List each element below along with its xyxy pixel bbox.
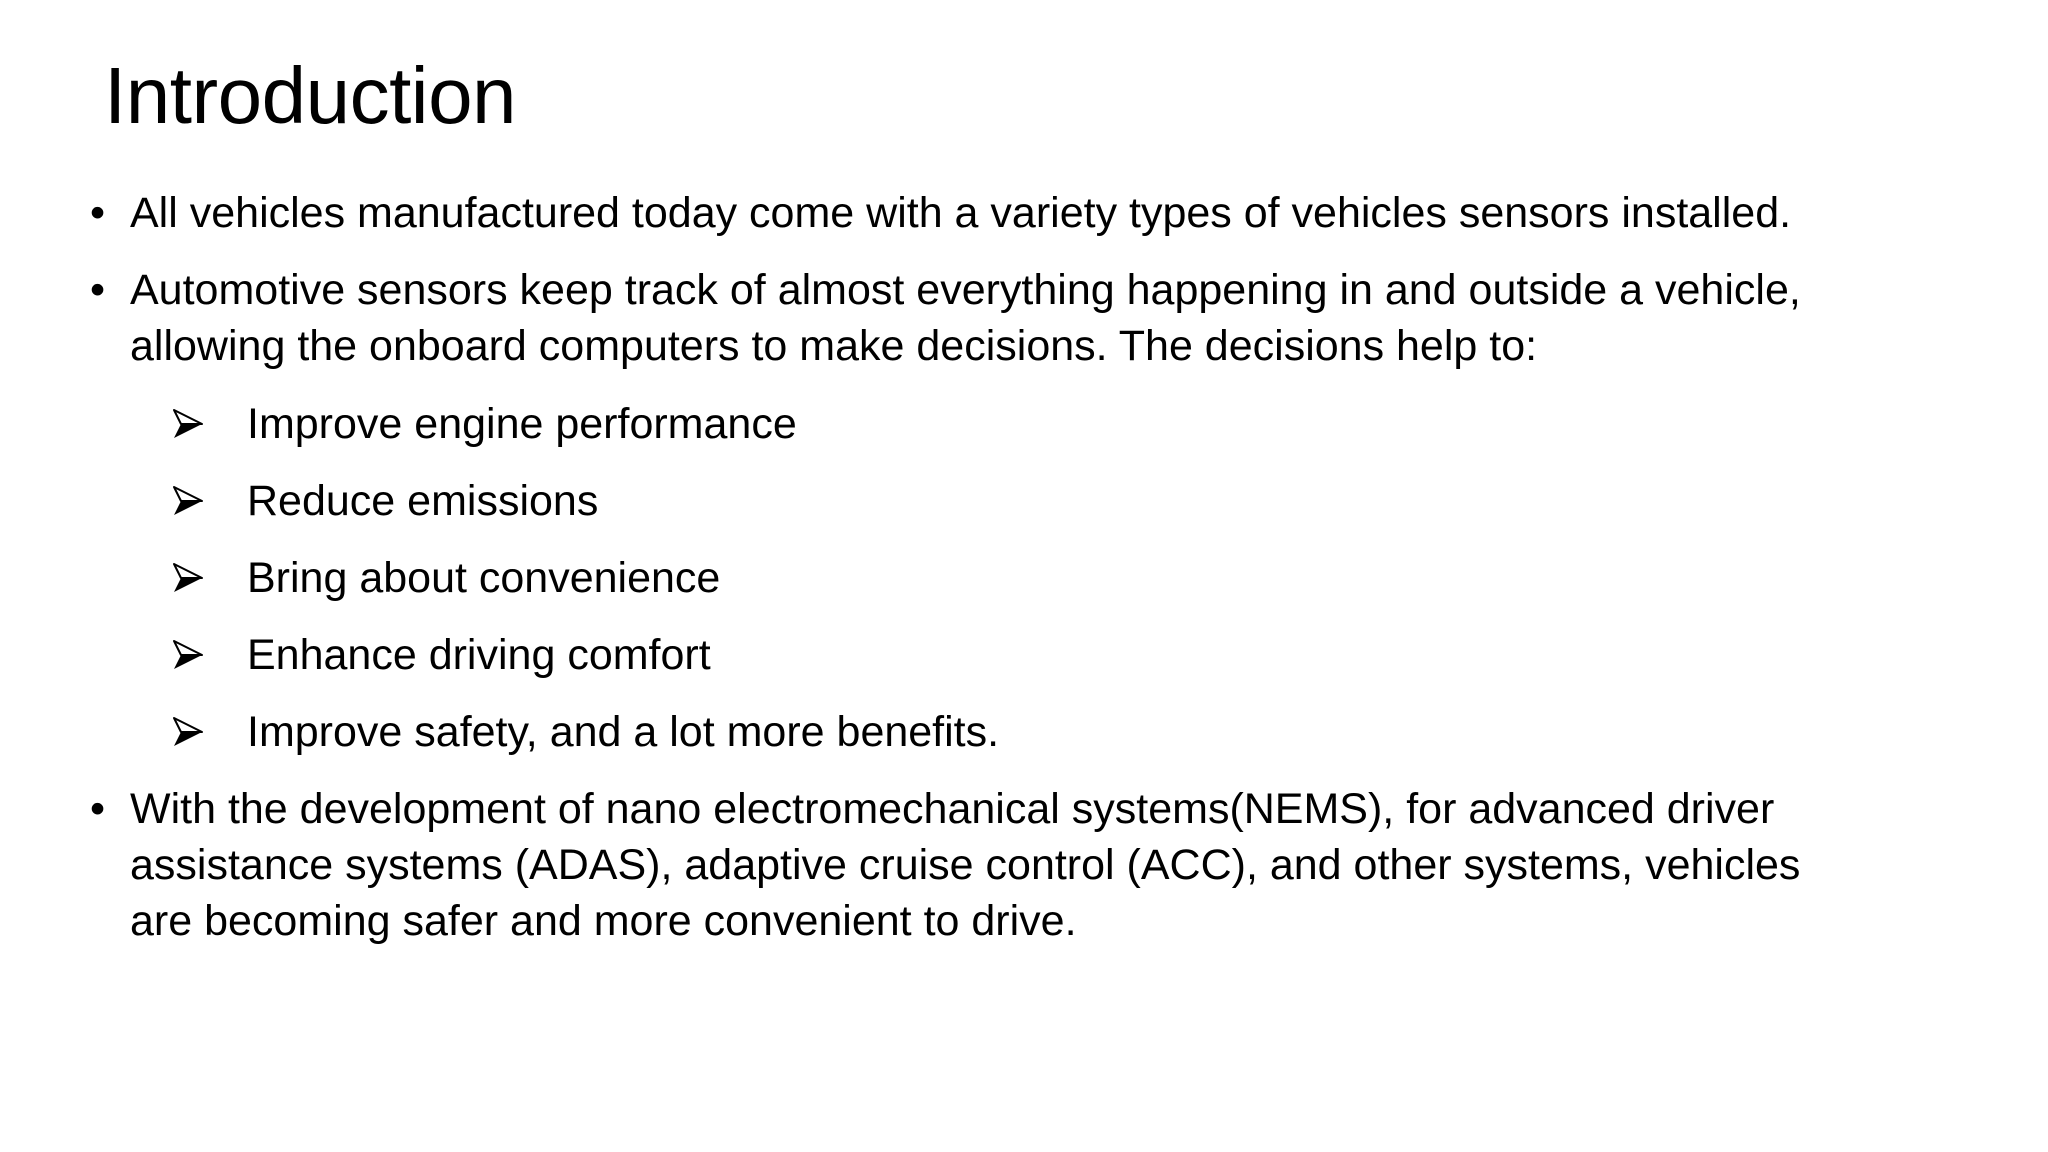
sub-bullet-text: Improve safety, and a lot more benefits.	[247, 708, 1000, 756]
bullet-dot-icon: •	[90, 189, 106, 237]
sub-bullet-item	[172, 396, 1672, 452]
bullet-item	[90, 185, 2010, 241]
sub-bullet-item	[172, 550, 1672, 606]
sub-bullet-item	[172, 704, 1672, 760]
arrow-bullet-icon	[172, 716, 204, 748]
sub-bullet-text: Reduce emissions	[247, 477, 599, 525]
bullet-text-line: are becoming safer and more convenient to drive.	[130, 897, 1077, 945]
sub-bullet-item	[172, 473, 1672, 529]
arrow-bullet-icon	[172, 485, 204, 517]
sub-bullet-item	[172, 627, 1672, 683]
sub-bullet-text: Improve engine performance	[247, 400, 797, 448]
bullet-text-line: All vehicles manufactured today come with a variety types of vehicles sensors installed.	[130, 189, 1792, 237]
slide-title: Introduction	[104, 51, 517, 140]
bullet-dot-icon: •	[90, 785, 106, 833]
sub-bullet-text: Bring about convenience	[247, 554, 721, 602]
arrow-bullet-icon	[172, 562, 204, 594]
bullet-text-line: assistance systems (ADAS), adaptive cruise control (ACC), and other systems, vehicles	[130, 841, 1801, 889]
sub-bullet-text: Enhance driving comfort	[247, 631, 711, 679]
bullet-text-line: With the development of nano electromechanical systems(NEMS), for advanced driver	[130, 785, 1775, 833]
bullet-item	[90, 781, 2010, 949]
bullet-text-line: Automotive sensors keep track of almost everything happening in and outside a vehicle,	[130, 266, 1801, 314]
bullet-item	[90, 262, 2010, 374]
arrow-bullet-icon	[172, 408, 204, 440]
bullet-text-line: allowing the onboard computers to make decisions. The decisions help to:	[130, 322, 1538, 370]
arrow-bullet-icon	[172, 639, 204, 671]
bullet-dot-icon: •	[90, 266, 106, 314]
